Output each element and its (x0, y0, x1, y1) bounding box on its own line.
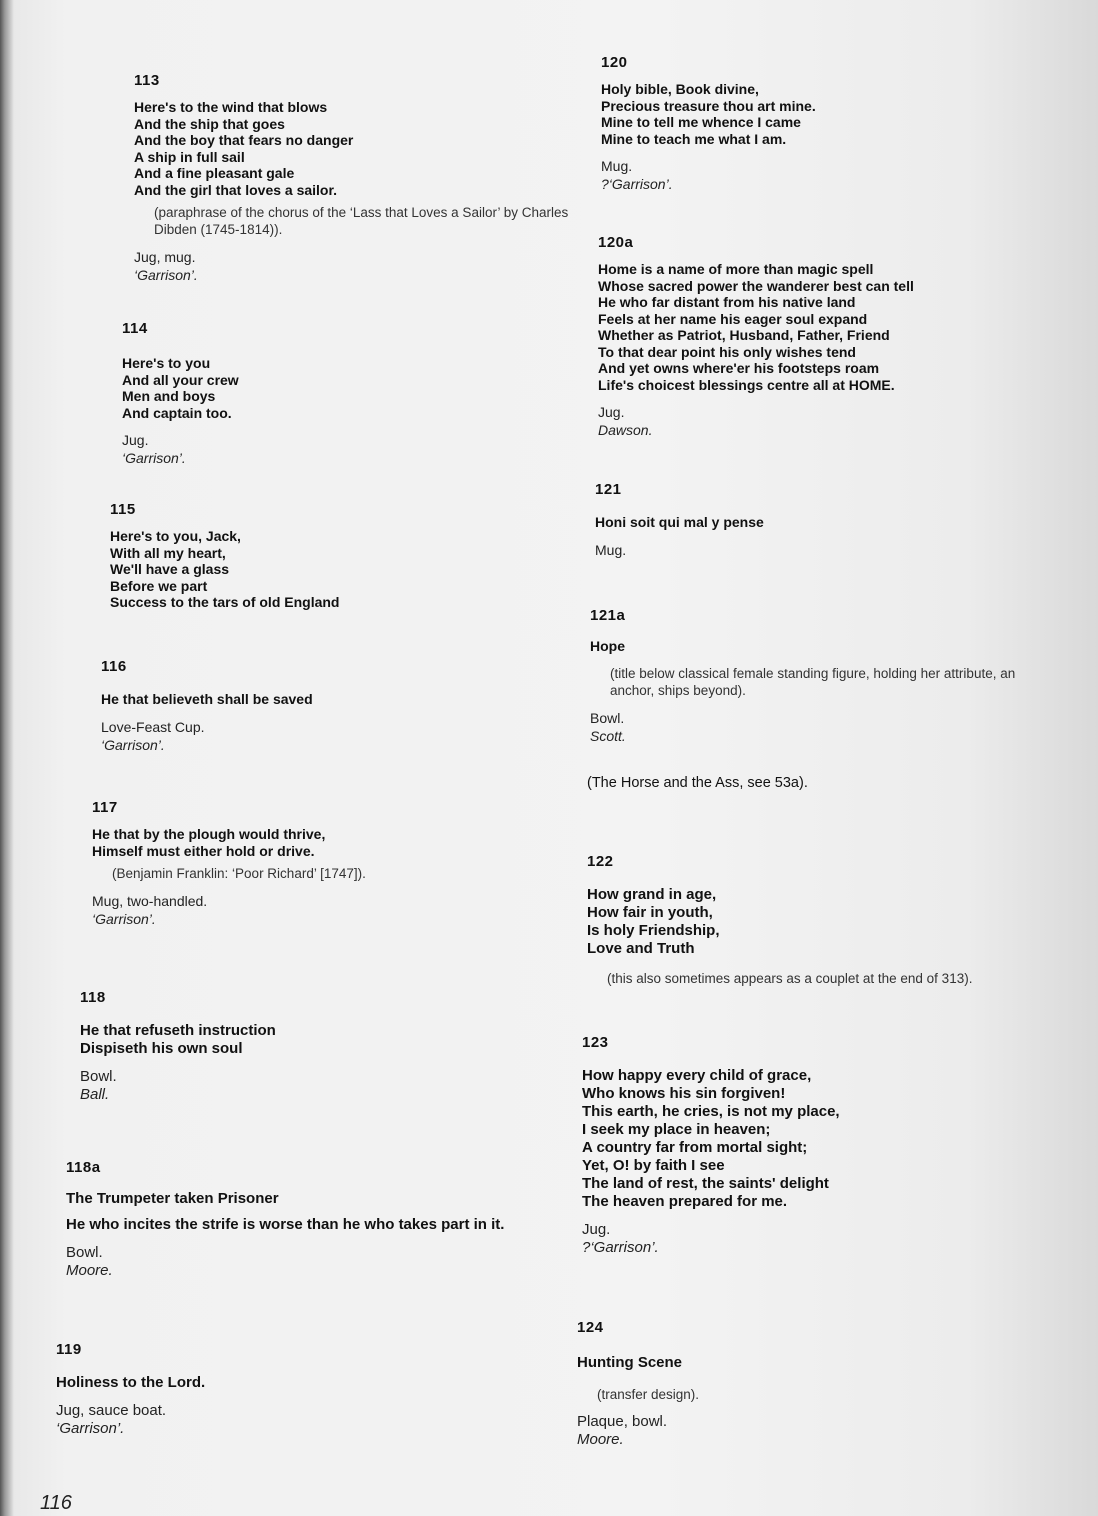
motto-line: Precious treasure thou art mine. (601, 97, 816, 114)
object-type: Plaque, bowl. (577, 1413, 668, 1430)
entry-number: 121a (590, 607, 626, 624)
motto-text (587, 886, 1067, 958)
maker-name: Moore. (66, 1262, 113, 1279)
motto-line: He who far distant from his native land (598, 294, 856, 310)
entry-121 (595, 481, 1035, 559)
motto-text (577, 1354, 1047, 1372)
entry-number: 119 (56, 1341, 82, 1358)
object-type: Bowl. (80, 1068, 117, 1085)
motto-line: And yet owns where'er his footsteps roam (598, 360, 880, 376)
entry-114 (122, 320, 522, 467)
motto-line: Holy bible, Book divine, (601, 81, 759, 97)
entry-118a (66, 1159, 566, 1280)
object-type: Mug. (595, 541, 627, 558)
entry-number: 113 (134, 72, 160, 89)
entry-number: 117 (92, 799, 118, 816)
object-type: Bowl. (66, 1244, 103, 1261)
object-type: Mug, two-handled. (92, 893, 208, 909)
motto-line: He that believeth shall be saved (101, 691, 313, 707)
entry-121a (590, 607, 1060, 745)
entry-number: 120a (598, 234, 634, 251)
motto-line: Who knows his sin forgiven! (582, 1085, 786, 1102)
motto-line: Whose sacred power the wanderer best can tell (598, 277, 914, 294)
maker-name: Moore. (577, 1431, 624, 1448)
entry-number: 120 (601, 54, 628, 71)
motto-line: Feels at her name his eager soul expand (598, 310, 868, 327)
motto-text (110, 528, 510, 611)
motto-line: Success to the tars of old England (110, 594, 340, 610)
entry-120a (598, 234, 1058, 439)
motto-line: Honi soit qui mal y pense (595, 514, 764, 530)
motto-text (601, 81, 1041, 147)
entry-number: 116 (101, 658, 127, 675)
entry-115 (110, 501, 510, 611)
motto-line: How grand in age, (587, 886, 717, 903)
object-type: Jug. (582, 1221, 611, 1238)
entry-number: 121 (595, 481, 622, 498)
object-type: Jug, sauce boat. (56, 1402, 167, 1419)
motto-text (56, 1374, 456, 1392)
entry-124 (577, 1319, 1047, 1449)
motto-line: Home is a name of more than magic spell (598, 261, 874, 277)
binding-shadow (0, 0, 14, 1516)
entry-note: (this also sometimes appears as a couplet at the end of 313). (607, 971, 973, 986)
maker-name: Dawson. (598, 422, 653, 438)
maker-name: ‘Garrison’. (101, 736, 165, 753)
motto-line: How happy every child of grace, (582, 1067, 812, 1084)
motto-text (80, 1022, 480, 1058)
entry-number: 114 (122, 320, 148, 337)
object-type: Mug. (601, 158, 633, 174)
entry-116 (101, 658, 501, 754)
motto-text (595, 514, 1035, 531)
object-type: Jug. (598, 404, 625, 420)
entry-number: 118a (66, 1159, 101, 1176)
motto-line: He that refuseth instruction (80, 1022, 276, 1039)
entry-number: 124 (577, 1319, 604, 1336)
entry-number: 118 (80, 989, 106, 1006)
object-type: Love-Feast Cup. (101, 718, 205, 735)
motto-line: How fair in youth, (587, 904, 713, 921)
entry-number: 115 (110, 501, 136, 518)
entry-123 (582, 1034, 1052, 1257)
motto-line: Life's choicest blessings centre all at HOME. (598, 376, 895, 393)
motto-line: Hope (590, 638, 625, 654)
motto-line: Here's to you, Jack, (110, 528, 241, 544)
entry-120 (601, 54, 1041, 193)
motto-text (598, 261, 1058, 393)
motto-line: And the ship that goes (134, 115, 285, 132)
maker-name: ?‘Garrison’. (601, 176, 673, 192)
maker-name: ‘Garrison’. (92, 911, 156, 927)
entry-note: (paraphrase of the chorus of the ‘Lass that Loves a Sailor’ by Charles Dibden (1745-1814)). (154, 205, 569, 237)
motto-text (582, 1067, 1052, 1211)
motto-line: He who incites the strife is worse than he who takes part in it. (66, 1216, 505, 1233)
cross-reference: (The Horse and the Ass, see 53a). (587, 775, 808, 791)
maker-name: Ball. (80, 1086, 110, 1103)
object-type: Jug. (122, 432, 149, 448)
maker-name: ?‘Garrison’. (582, 1239, 659, 1256)
motto-line: With all my heart, (110, 544, 226, 561)
object-type: Jug, mug. (134, 249, 196, 265)
motto-line: The land of rest, the saints' delight (582, 1175, 829, 1192)
motto-line: And captain too. (122, 404, 232, 421)
entry-note: (Benjamin Franklin: ‘Poor Richard’ [1747]). (112, 866, 366, 881)
motto-line: Dispiseth his own soul (80, 1040, 243, 1057)
entry-number: 122 (587, 853, 614, 870)
motto-line: Yet, O! by faith I see (582, 1157, 725, 1174)
motto-line: And a fine pleasant gale (134, 165, 295, 181)
entry-note: (title below classical female standing figure, holding her attribute, an anchor, ships beyond). (610, 665, 1016, 698)
motto-text (92, 826, 512, 859)
entry-119 (56, 1341, 456, 1438)
entry-number: 123 (582, 1034, 609, 1051)
entry-113 (134, 72, 594, 284)
motto-line: Here's to you (122, 355, 211, 371)
motto-line: He that by the plough would thrive, (92, 826, 326, 842)
entry-117 (92, 799, 512, 928)
motto-text (101, 691, 501, 708)
motto-line: Hunting Scene (577, 1354, 683, 1371)
motto-line: Is holy Friendship, (587, 922, 720, 939)
motto-line: Whether as Patriot, Husband, Father, Friend (598, 327, 890, 343)
entry-118 (80, 989, 480, 1104)
motto-line: Men and boys (122, 388, 216, 404)
page-number: 116 (40, 1492, 72, 1514)
entry-122 (587, 853, 1067, 987)
motto-line: A country far from mortal sight; (582, 1139, 808, 1156)
entry-note: (transfer design). (597, 1387, 700, 1402)
motto-line: Here's to the wind that blows (134, 99, 328, 115)
motto-line: And all your crew (122, 371, 239, 388)
motto-line: Mine to teach me what I am. (601, 130, 787, 147)
motto-line: I seek my place in heaven; (582, 1121, 771, 1138)
motto-text (134, 99, 594, 198)
motto-line: And the boy that fears no danger (134, 132, 354, 148)
motto-line: The heaven prepared for me. (582, 1193, 788, 1210)
motto-line: And the girl that loves a sailor. (134, 181, 338, 198)
motto-line: The Trumpeter taken Prisoner (66, 1190, 279, 1207)
motto-text (122, 355, 522, 421)
maker-name: Scott. (590, 727, 626, 744)
maker-name: ‘Garrison’. (134, 267, 198, 283)
motto-text (590, 638, 1060, 655)
maker-name: ‘Garrison’. (122, 450, 186, 466)
motto-line: To that dear point his only wishes tend (598, 343, 856, 360)
motto-line: Himself must either hold or drive. (92, 842, 315, 859)
motto-line: Mine to tell me whence I came (601, 114, 801, 130)
motto-line: Love and Truth (587, 940, 695, 957)
motto-line: This earth, he cries, is not my place, (582, 1103, 840, 1120)
motto-line: A ship in full sail (134, 148, 245, 165)
object-type: Bowl. (590, 709, 625, 726)
motto-line: Holiness to the Lord. (56, 1374, 206, 1391)
maker-name: ‘Garrison’. (56, 1420, 125, 1437)
motto-text (66, 1190, 566, 1234)
motto-line: We'll have a glass (110, 561, 230, 577)
motto-line: Before we part (110, 577, 208, 594)
